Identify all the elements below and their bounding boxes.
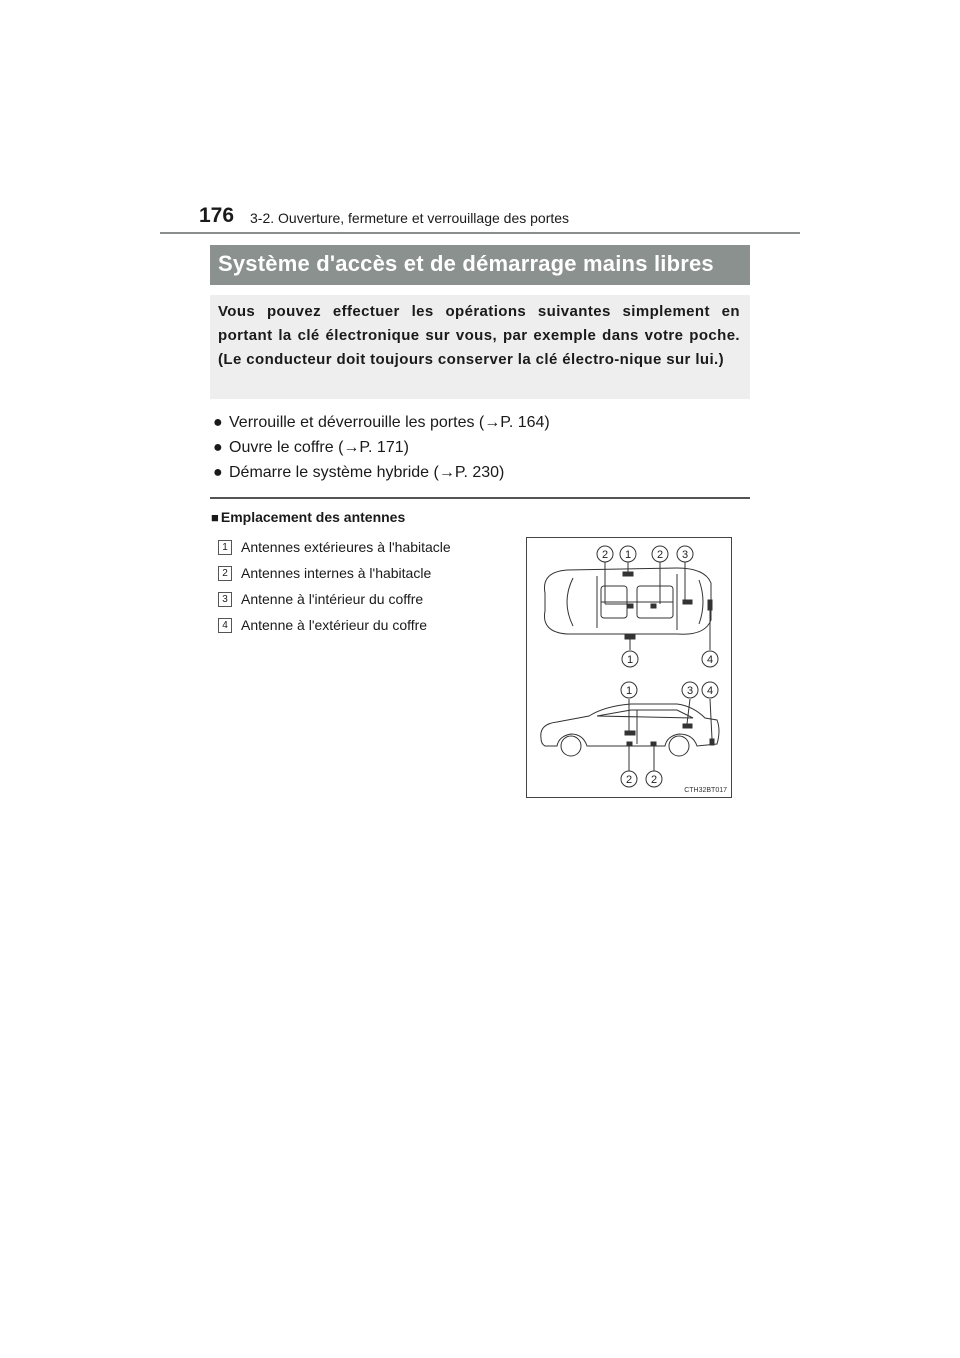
legend-label: Antenne à l'intérieur du coffre [241, 591, 424, 607]
square-bullet-icon: ■ [211, 510, 219, 525]
side-callouts [621, 682, 718, 787]
bullet-icon: ● [213, 464, 223, 481]
list-item-text: Verrouille et déverrouille les portes (→P. 164) [229, 414, 550, 431]
bullet-icon: ● [213, 439, 223, 456]
legend-item [218, 586, 451, 612]
callout-label: 2 [656, 549, 664, 561]
legend-label: Antennes internes à l'habitacle [241, 565, 432, 581]
list-item [213, 412, 550, 437]
legend-number: 3 [218, 592, 232, 607]
legend-number: 1 [218, 540, 232, 555]
legend-number: 4 [218, 618, 232, 633]
section-title: Système d'accès et de démarrage mains libres [218, 251, 714, 276]
bullet-icon: ● [213, 414, 223, 431]
section-rule [210, 497, 750, 499]
car-top-view [544, 562, 712, 650]
callout-label: 2 [601, 549, 609, 561]
car-side-view [541, 699, 719, 771]
car-diagram [527, 538, 731, 797]
legend-item [218, 560, 451, 586]
list-item [213, 437, 550, 462]
callout-label: 4 [706, 685, 714, 697]
page-number: 176 [199, 204, 235, 227]
legend-label: Antennes extérieures à l'habitacle [241, 539, 451, 555]
header-rule [160, 232, 800, 234]
subsection-heading-text: Emplacement des antennes [220, 509, 406, 525]
figure-code: CTH32BT017 [684, 787, 727, 794]
feature-list [213, 412, 550, 487]
callout-label: 3 [686, 685, 694, 697]
callout-label: 1 [625, 685, 633, 697]
intro-text: Vous pouvez effectuer les opérations suivantes simplement en portant la clé électronique sur vous, par exemple dans votre poche. (Le conducteur doit toujours conserver la clé électro-nique sur lui.) [218, 303, 740, 368]
legend-item [218, 534, 451, 560]
callout-label: 2 [650, 774, 658, 786]
callout-label: 1 [624, 549, 632, 561]
legend-item [218, 612, 451, 638]
callout-label: 3 [681, 549, 689, 561]
legend-number: 2 [218, 566, 232, 581]
legend-label: Antenne à l'extérieur du coffre [241, 617, 428, 633]
antenna-legend [218, 534, 451, 638]
list-item-text: Ouvre le coffre (→P. 171) [229, 439, 409, 456]
subsection-heading [211, 509, 405, 525]
running-header: 3-2. Ouverture, fermeture et verrouillage des portes [250, 210, 570, 226]
top-callouts [597, 546, 718, 667]
callout-label: 2 [625, 774, 633, 786]
list-item [213, 462, 550, 487]
callout-label: 1 [626, 654, 634, 666]
callout-label: 4 [706, 654, 714, 666]
antenna-location-figure [526, 537, 732, 798]
list-item-text: Démarre le système hybride (→P. 230) [229, 464, 505, 481]
